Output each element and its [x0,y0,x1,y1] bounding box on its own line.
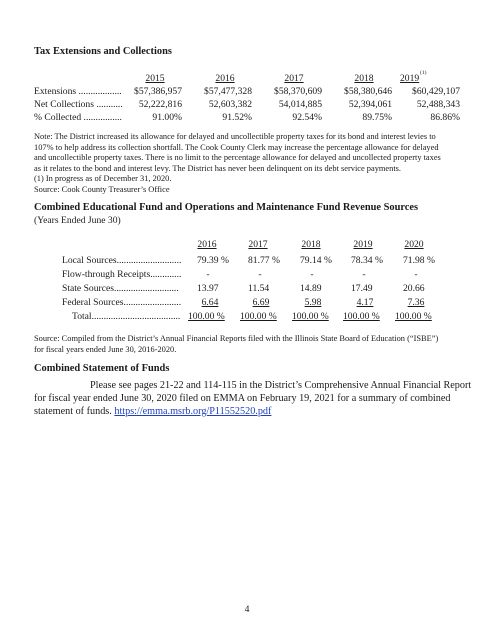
tax-cell: $57,386,957 [134,86,182,97]
tax-row-label: Net Collections ........... [34,99,123,110]
revenue-source-line: Source: Compiled from the District’s Annual Financial Reports filed with the Illinois State Board of Education (“ISBE”) [34,334,439,343]
revenue-row [0,255,494,267]
revenue-section-title: Combined Educational Fund and Operations and Maintenance Fund Revenue Sources [34,202,419,213]
tax-cell: 89.75% [362,112,392,123]
revenue-source-line: for fiscal years ended June 30, 2016-2020. [34,344,177,354]
revenue-cell: - [362,269,366,280]
revenue-cell: 5.98 [304,297,322,308]
tax-cell: 54,014,885 [278,99,322,110]
revenue-row [0,311,494,323]
revenue-cell: 81.77 % [248,255,280,266]
tax-year: 2017 [284,73,304,84]
tax-row [0,86,494,98]
revenue-cell: 100.00 % [343,311,380,322]
tax-note-line: (1) In progress as of December 31, 2020. [34,174,172,184]
tax-cell: 91.52% [222,112,252,123]
tax-note-line: and uncollectible property taxes. There is no limit to the percentage allowance for delayed and uncollected property taxes [34,153,441,163]
revenue-row [0,297,494,309]
revenue-cell: 78.34 % [351,255,383,266]
revenue-cell: - [258,269,262,280]
revenue-cell: - [414,269,418,280]
funds-section-title: Combined Statement of Funds [34,363,170,374]
tax-year: 2016 [215,73,235,84]
revenue-cell: 100.00 % [292,311,329,322]
tax-row [0,99,494,111]
tax-note [34,132,464,196]
tax-cell: 52,488,343 [416,99,460,110]
funds-paragraph-line: Please see pages 21-22 and 114-115 in the District’s Comprehensive Annual Financial Report [90,380,472,391]
tax-cell: $60,429,107 [412,86,460,97]
tax-cell: 52,394,061 [348,99,392,110]
revenue-year: 2016 [197,239,217,250]
funds-paragraph [34,380,474,418]
revenue-cell: 11.54 [248,283,270,294]
revenue-row [0,283,494,295]
tax-year: 2015 [145,73,165,84]
tax-year: 2019 [400,73,420,84]
revenue-cell: 6.69 [252,297,270,308]
revenue-cell: 17.49 [351,283,373,294]
revenue-cell: 100.00 % [188,311,225,322]
tax-row-label: Extensions .................. [34,86,122,97]
revenue-row-label: State Sources........................... [62,283,179,294]
revenue-cell: 79.39 % [197,255,229,266]
tax-section-title: Tax Extensions and Collections [34,46,172,57]
revenue-year: 2019 [353,239,373,250]
tax-cell: 52,603,382 [208,99,252,110]
funds-paragraph-line: statement of funds. [34,405,112,417]
revenue-cell: 79.14 % [300,255,332,266]
revenue-cell: 13.97 [197,283,219,294]
revenue-row-label: Federal Sources........................ [62,297,182,308]
revenue-cell: 4.17 [356,297,374,308]
revenue-cell: 100.00 % [240,311,277,322]
tax-cell: 86.86% [430,112,460,123]
tax-cell: $58,380,646 [344,86,392,97]
revenue-row-label: Total..................................... [72,311,181,322]
page-number: 4 [244,604,250,615]
revenue-cell: - [206,269,210,280]
emma-link[interactable]: https://emma.msrb.org/P11552520.pdf [114,405,272,417]
revenue-cell: 100.00 % [395,311,432,322]
tax-year: 2018 [354,73,374,84]
revenue-cell: 6.64 [201,297,219,308]
revenue-cell: - [310,269,314,280]
tax-note-line: 107% to help address its collection shortfall. The Cook County Clerk may increase the percentage allowance for delayed [34,142,439,152]
tax-cell: 92.54% [292,112,322,123]
tax-cell: $57,477,328 [204,86,252,97]
tax-cell: $58,370,609 [274,86,322,97]
tax-note-line: Note: The District increased its allowance for delayed and uncollectible property taxes for its bond and interest levies to [34,132,436,141]
tax-year-footnote-marker: (1) [420,70,427,76]
funds-paragraph-line: for fiscal year ended June 30, 2020 filed on EMMA on February 19, 2021 for a summary of combined [34,392,451,404]
revenue-row-label: Local Sources........................... [62,255,182,266]
revenue-year: 2017 [248,239,268,250]
revenue-cell: 71.98 % [403,255,435,266]
revenue-row-label: Flow-through Receipts............. [62,269,182,280]
tax-row-label: % Collected ................ [34,112,122,123]
revenue-row [0,269,494,281]
revenue-cell: 20.66 [403,283,425,294]
revenue-year: 2018 [301,239,321,250]
revenue-cell: 14.89 [300,283,322,294]
revenue-section-subtitle: (Years Ended June 30) [34,215,121,226]
tax-note-line: as it relates to the bond and interest levy. The District has never been delinquent on its debt service payments. [34,163,401,173]
tax-cell: 91.00% [152,112,182,123]
tax-row [0,112,494,124]
revenue-cell: 7.36 [407,297,425,308]
funds-paragraph-line-last [34,406,474,419]
revenue-year: 2020 [404,239,424,250]
tax-cell: 52,222,816 [138,99,182,110]
tax-note-line: Source: Cook County Treasurer’s Office [34,184,170,194]
revenue-source [34,334,474,355]
